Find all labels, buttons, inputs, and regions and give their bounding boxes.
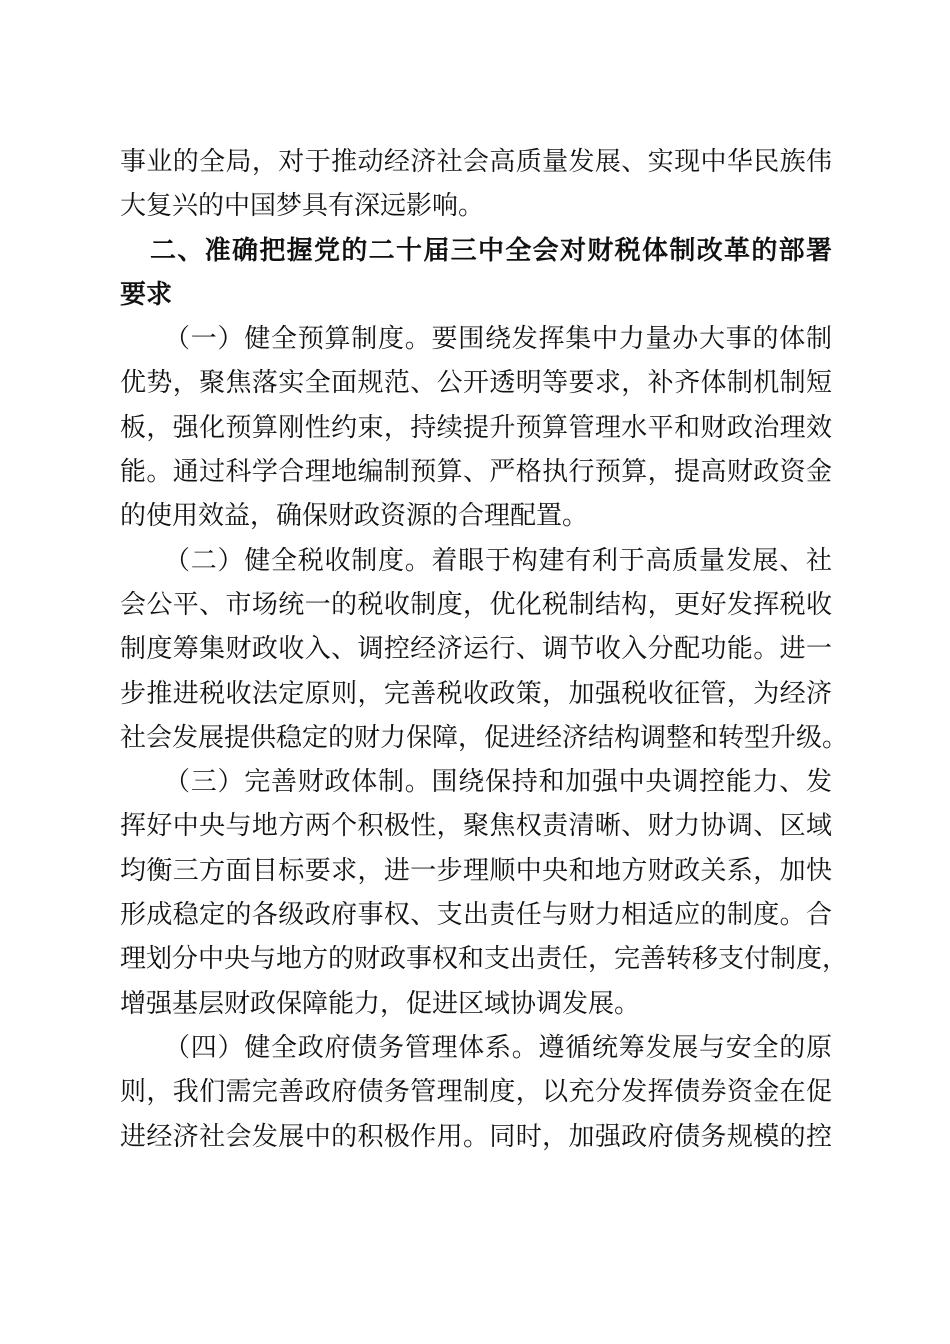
text-line: 则，我们需完善政府债务管理制度，以充分发挥债券资金在促 [120,1077,832,1108]
text-line: 形成稳定的各级政府事权、支出责任与财力相适应的制度。合 [120,900,832,931]
text-line: 优势，聚焦落实全面规范、公开透明等要求，补齐体制机制短 [120,368,832,399]
text-line: （三）完善财政体制。围绕保持和加强中央调控能力、发 [164,767,832,798]
heading-line: 二、准确把握党的二十届三中全会对财税体制改革的部署 [150,235,832,266]
paragraph-1 [120,317,832,538]
text-line: 均衡三方面目标要求，进一步理顺中央和地方财政关系，加快 [120,855,832,886]
text-line: 理划分中央与地方的财政事权和支出责任，完善转移支付制度， [120,944,849,975]
text-line: （一）健全预算制度。要围绕发挥集中力量办大事的体制 [164,324,832,355]
text-line: 社会发展提供稳定的财力保障，促进经济结构调整和转型升级。 [120,722,849,753]
section-heading [120,229,832,318]
text-line: 能。通过科学合理地编制预算、严格执行预算，提高财政资金 [120,457,832,488]
text-line: 大复兴的中国梦具有深远影响。 [120,191,485,222]
paragraph-2 [120,539,849,760]
text-line: 挥好中央与地方两个积极性，聚焦权责清晰、财力协调、区域 [120,811,832,842]
text-line: 步推进税收法定原则，完善税收政策，加强税收征管，为经济 [120,678,832,709]
text-line: 增强基层财政保障能力，促进区域协调发展。 [120,988,641,1019]
paragraph-3 [120,760,849,1026]
text-line: 制度筹集财政收入、调控经济运行、调节收入分配功能。进一 [120,634,832,665]
text-line: （四）健全政府债务管理体系。遵循统筹发展与安全的原 [164,1032,832,1063]
text-line: 会公平、市场统一的税收制度，优化税制结构，更好发挥税收 [120,589,832,620]
text-line: 事业的全局，对于推动经济社会高质量发展、实现中华民族伟 [120,147,832,177]
heading-line: 要求 [120,279,173,310]
paragraph-4 [120,1026,832,1159]
text-line: 进经济社会发展中的积极作用。同时，加强政府债务规模的控 [120,1121,832,1152]
text-line: （二）健全税收制度。着眼于构建有利于高质量发展、社 [164,545,832,576]
text-line: 的使用效益，确保财政资源的合理配置。 [120,501,589,532]
continuation-paragraph [120,140,832,229]
document-page [120,140,849,1159]
text-line: 板，强化预算刚性约束，持续提升预算管理水平和财政治理效 [120,412,832,443]
